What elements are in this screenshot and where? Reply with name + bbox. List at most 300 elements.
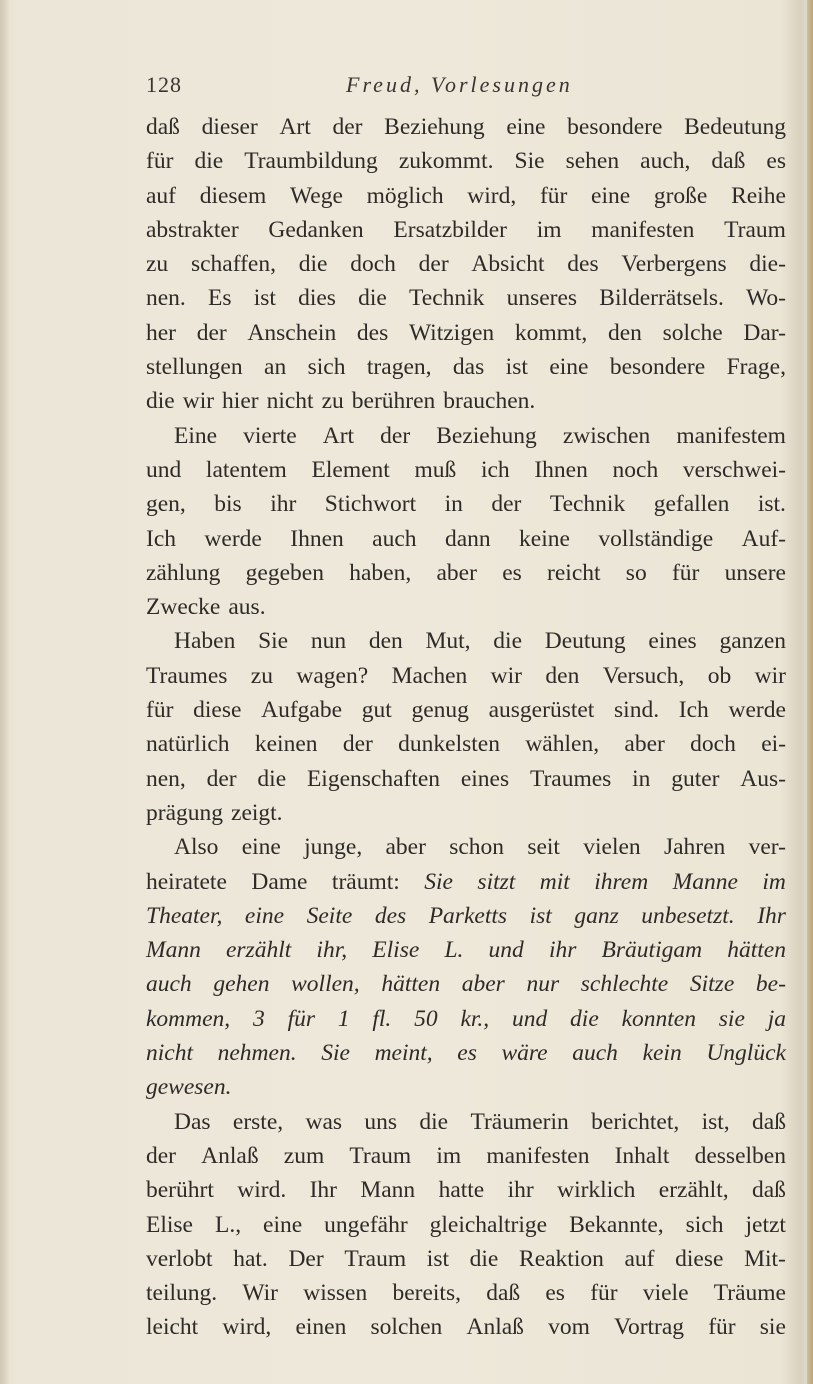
word: wissen — [303, 1280, 368, 1307]
word: Unglück — [706, 1040, 786, 1067]
word: im — [436, 1142, 462, 1169]
word: L. — [444, 937, 464, 964]
word: die- — [749, 251, 786, 278]
word: wird. — [237, 1177, 287, 1204]
word: Es — [208, 285, 232, 312]
text-line — [146, 453, 786, 487]
word: Reihe — [731, 182, 786, 209]
word: junge, — [304, 834, 363, 861]
word: was — [305, 1108, 343, 1135]
word: ob — [707, 662, 732, 689]
page-header — [146, 72, 786, 100]
word: nicht — [146, 1040, 193, 1067]
text-line — [146, 487, 786, 521]
word: diese — [193, 697, 242, 724]
word: der — [332, 114, 363, 140]
word: hier — [222, 388, 259, 415]
word: sich — [307, 354, 346, 381]
word: für — [146, 148, 174, 175]
word: Ich — [678, 697, 709, 724]
word: Frage, — [726, 354, 786, 381]
word: seit — [527, 834, 560, 861]
text-line — [146, 1173, 786, 1207]
word: ausgerüstet — [488, 697, 595, 724]
word: genug — [411, 697, 469, 724]
word: für — [287, 1005, 315, 1032]
word: Ihr — [757, 902, 786, 929]
word: gut — [361, 697, 392, 724]
word: Sitze — [689, 971, 735, 998]
word: Ich — [146, 525, 177, 552]
word: die — [358, 285, 387, 312]
word: erste, — [232, 1108, 284, 1135]
word: L., — [214, 1211, 242, 1238]
word: sie — [759, 1314, 786, 1341]
word: ist — [426, 1245, 450, 1272]
word: der — [206, 765, 237, 792]
word: nur — [526, 971, 560, 998]
word: Absicht — [471, 251, 545, 278]
word: zwischen — [562, 422, 651, 449]
text-line — [146, 419, 786, 453]
word: Manne — [672, 868, 738, 895]
word: Mut, — [425, 628, 471, 655]
word: Art — [322, 422, 355, 449]
word: Elise — [372, 937, 420, 964]
word: wagen? — [296, 662, 369, 689]
word: der — [380, 422, 411, 449]
word: manifesten — [486, 1142, 590, 1169]
word: ihr — [548, 937, 577, 964]
word: konnten — [621, 1005, 696, 1032]
word: ihr — [270, 491, 297, 518]
word: eine — [241, 834, 281, 861]
word: eine — [244, 902, 285, 929]
word: Traumbildung — [244, 148, 378, 175]
word: einen — [295, 1314, 347, 1341]
word: ganz — [574, 902, 619, 929]
word: Also — [174, 834, 219, 861]
word: daß — [751, 1177, 786, 1204]
word: hätten — [727, 937, 786, 964]
word: Wo- — [746, 285, 786, 312]
word: den — [368, 628, 403, 655]
word: berührt — [146, 1177, 214, 1204]
text-line — [146, 213, 786, 247]
word: hatte — [438, 1177, 485, 1204]
word: Traum — [724, 216, 786, 243]
word: zählung — [146, 559, 221, 586]
word: Element — [311, 456, 390, 483]
word: schaffen, — [190, 251, 276, 278]
word: noch — [612, 456, 659, 483]
word: diese — [675, 1245, 724, 1272]
word: kommen, — [146, 1005, 231, 1032]
word: prägung — [146, 799, 224, 826]
text-line — [146, 590, 786, 624]
word: Reaktion — [519, 1245, 604, 1272]
word: daß — [752, 1108, 786, 1135]
word: gefallen — [653, 491, 730, 518]
word: gewesen. — [146, 1074, 232, 1101]
word: kein — [642, 1040, 682, 1067]
word: des — [374, 902, 407, 929]
word: mit — [539, 868, 570, 895]
text-line — [146, 1139, 786, 1173]
word: Technik — [409, 285, 485, 312]
text-line — [146, 899, 786, 933]
word: die — [146, 388, 175, 415]
word: Eigenschaften — [306, 765, 441, 792]
word: Technik — [549, 491, 626, 518]
word: eine — [263, 1211, 303, 1238]
word: Ihnen — [534, 456, 588, 483]
word: verlobt — [146, 1245, 213, 1272]
word: ist — [253, 285, 276, 312]
word: Gedanken — [268, 216, 364, 243]
word: die — [469, 1245, 499, 1272]
word: heiratete — [146, 868, 227, 895]
word: so — [625, 559, 647, 586]
word: gegeben — [245, 559, 324, 586]
word: Sie — [514, 148, 545, 175]
word: Mit- — [744, 1245, 786, 1272]
word: solche — [662, 319, 723, 346]
word: erzählt, — [658, 1177, 729, 1204]
word: diesem — [199, 182, 267, 209]
word: 50 — [414, 1005, 438, 1032]
word: gleichaltrige — [429, 1211, 548, 1238]
page-number: 128 — [146, 72, 182, 97]
word: der — [342, 731, 373, 758]
word: es — [457, 1040, 477, 1067]
word: Beziehung — [436, 422, 537, 449]
word: zeigt. — [231, 799, 283, 826]
word: bis — [214, 491, 242, 518]
word: in — [444, 491, 463, 518]
word: latentem — [205, 456, 287, 483]
text-line — [146, 762, 786, 796]
text-line — [146, 1002, 786, 1036]
word: Anschein — [247, 319, 337, 346]
word: Bekannte, — [569, 1211, 664, 1238]
running-head: Freud, Vorlesungen — [346, 72, 573, 97]
text-line — [146, 1242, 786, 1276]
word: ist — [505, 354, 528, 381]
word: stellungen — [146, 354, 243, 381]
word: träumt: — [331, 868, 400, 895]
word: uns — [364, 1108, 398, 1135]
word: aber — [436, 559, 477, 586]
text-line — [146, 1105, 786, 1139]
word: leicht — [146, 1314, 199, 1341]
word: daß — [146, 114, 180, 140]
word: eines — [648, 628, 697, 655]
word: unseres — [506, 285, 578, 312]
word: werde — [728, 697, 786, 724]
word: desselben — [694, 1142, 786, 1169]
word: wir — [754, 662, 786, 689]
word: daß — [711, 148, 746, 175]
word: auf — [146, 182, 177, 209]
word: schlechte — [580, 971, 669, 998]
text-line — [146, 110, 786, 144]
word: sich — [685, 1211, 724, 1238]
word: auch — [372, 525, 417, 552]
page-left-edge — [0, 0, 10, 1384]
word: für — [708, 1314, 736, 1341]
text-line — [146, 796, 786, 830]
word: es — [502, 559, 522, 586]
word: es — [766, 148, 786, 175]
word: schon — [449, 834, 505, 861]
word: zukommt. — [398, 148, 494, 175]
word: daß — [486, 1280, 521, 1307]
word: haben, — [349, 559, 412, 586]
word: teilung. — [146, 1280, 218, 1307]
word: ihr, — [316, 937, 348, 964]
word: Träumerin — [470, 1108, 569, 1135]
word: die — [298, 251, 328, 278]
word: Jahren — [663, 834, 726, 861]
word: Eine — [174, 422, 218, 449]
text-line — [146, 384, 786, 418]
word: aber — [461, 971, 505, 998]
text-line — [146, 144, 786, 178]
word: Mann — [146, 937, 201, 964]
word: der — [196, 319, 227, 346]
word: ist — [529, 902, 552, 929]
word: Stichwort — [324, 491, 417, 518]
word: für — [539, 182, 568, 209]
word: Träume — [713, 1280, 786, 1307]
word: Parketts — [428, 902, 508, 929]
word: wird, — [222, 1314, 272, 1341]
word: ihr — [507, 1177, 534, 1204]
word: an — [264, 354, 287, 381]
word: kommt, — [514, 319, 588, 346]
word: keinen — [254, 731, 318, 758]
word: aber — [385, 834, 426, 861]
word: Auf- — [741, 525, 786, 552]
word: 1 — [337, 1005, 350, 1032]
word: des — [567, 251, 599, 278]
word: die — [419, 1108, 449, 1135]
word: gen, — [146, 491, 186, 518]
word: wirklich — [557, 1177, 636, 1204]
word: Traum — [349, 1142, 412, 1169]
word: wäre — [501, 1040, 548, 1067]
word: für — [146, 697, 174, 724]
text-line — [146, 693, 786, 727]
text-line — [146, 865, 786, 899]
word: manifesten — [591, 216, 695, 243]
word: natürlich — [146, 731, 230, 758]
word: Haben — [174, 628, 236, 655]
word: Aus- — [740, 765, 786, 792]
word: vierte — [243, 422, 297, 449]
word: fl. — [372, 1005, 392, 1032]
text-line — [146, 830, 786, 864]
word: doch — [690, 731, 736, 758]
word: Bedeutung — [684, 114, 786, 140]
word: die — [570, 1005, 599, 1032]
word: es — [545, 1280, 565, 1307]
word: Das — [174, 1108, 211, 1135]
word: aber — [624, 731, 665, 758]
word: reicht — [547, 559, 601, 586]
word: dieser — [201, 114, 258, 140]
word: unbesetzt. — [641, 902, 735, 929]
word: den — [545, 662, 580, 689]
word: eines — [460, 765, 510, 792]
word: Wir — [242, 1280, 278, 1307]
word: sind. — [614, 697, 660, 724]
word: Sie — [321, 1040, 350, 1067]
word: Art — [279, 114, 311, 140]
word: möglich — [366, 182, 444, 209]
word: in — [632, 765, 651, 792]
word: Sie — [424, 868, 453, 895]
word: sehen — [565, 148, 620, 175]
word: wird, — [467, 182, 517, 209]
word: hätten — [381, 971, 441, 998]
word: für — [590, 1280, 618, 1307]
word: im — [536, 216, 562, 243]
word: Anlaß — [201, 1142, 259, 1169]
word: tragen, — [366, 354, 432, 381]
word: Inhalt — [614, 1142, 670, 1169]
word: zu — [250, 662, 273, 689]
text-line — [146, 1310, 786, 1344]
word: her — [146, 319, 177, 346]
word: nehmen. — [217, 1040, 297, 1067]
word: ist. — [757, 491, 786, 518]
word: Ersatzbilder — [393, 216, 507, 243]
word: berühren — [351, 388, 436, 415]
word: werde — [204, 525, 262, 552]
text-line — [146, 967, 786, 1001]
word: sitzt — [477, 868, 516, 895]
word: Versuch, — [602, 662, 685, 689]
word: ver- — [748, 834, 786, 861]
text-line — [146, 316, 786, 350]
word: nun — [310, 628, 347, 655]
word: 3 — [253, 1005, 265, 1032]
word: ist, — [701, 1108, 730, 1135]
word: sie — [718, 1005, 745, 1032]
word: und — [488, 937, 524, 964]
word: Traumes — [146, 662, 228, 689]
word: besondere — [567, 114, 663, 140]
word: dann — [444, 525, 491, 552]
word: des — [356, 319, 389, 346]
word: zum — [283, 1142, 325, 1169]
word: brauchen. — [443, 388, 536, 415]
word: vielen — [583, 834, 641, 861]
word: die — [257, 765, 287, 792]
word: Verbergens — [621, 251, 727, 278]
word: und — [511, 1005, 548, 1032]
text-line — [146, 1036, 786, 1070]
word: nen, — [146, 765, 186, 792]
word: ungefähr — [324, 1211, 408, 1238]
word: jetzt — [745, 1211, 786, 1238]
word: hat. — [233, 1245, 268, 1272]
word: unsere — [724, 559, 786, 586]
word: bereits, — [392, 1280, 461, 1307]
word: nicht — [266, 388, 314, 415]
text-line — [146, 659, 786, 693]
word: solchen — [370, 1314, 443, 1341]
word: vollständige — [598, 525, 714, 552]
word: Dame — [251, 868, 308, 895]
word: im — [762, 868, 786, 895]
word: eine — [549, 354, 589, 381]
word: Elise — [146, 1211, 193, 1238]
word: ja — [767, 1005, 786, 1032]
word: Aufgabe — [261, 697, 343, 724]
word: den — [608, 319, 642, 346]
word: manifestem — [676, 422, 786, 449]
word: Der — [288, 1245, 324, 1272]
word: der — [146, 1142, 177, 1169]
word: meint, — [374, 1040, 433, 1067]
word: berichtet, — [591, 1108, 680, 1135]
word: zu — [146, 251, 169, 278]
text-line — [146, 1276, 786, 1310]
word: ganzen — [719, 628, 786, 655]
word: auch — [572, 1040, 618, 1067]
word: wählen, — [525, 731, 600, 758]
word: zu — [321, 388, 344, 415]
word: viele — [642, 1280, 689, 1307]
word: aus. — [228, 594, 266, 621]
word: Zwecke — [146, 594, 221, 621]
word: Machen — [391, 662, 468, 689]
word: die — [194, 148, 224, 175]
word: vom — [548, 1314, 590, 1341]
word: dunkelsten — [398, 731, 500, 758]
word: Beziehung — [384, 114, 485, 140]
word: Anlaß — [466, 1314, 524, 1341]
word: Ihr — [309, 1177, 337, 1204]
word: Bilderrätsels. — [599, 285, 724, 312]
word: ei- — [761, 731, 786, 758]
word: guter — [671, 765, 720, 792]
word: der — [418, 251, 449, 278]
word: gehen — [213, 971, 270, 998]
word: dies — [298, 285, 336, 312]
word: ihrem — [594, 868, 649, 895]
word: erzählt — [225, 937, 292, 964]
word: wir — [490, 662, 522, 689]
word: Witzigen — [408, 319, 495, 346]
word: Dar- — [743, 319, 786, 346]
word: Traumes — [529, 765, 612, 792]
page-right-edge — [807, 0, 813, 1384]
text-line — [146, 1208, 786, 1242]
word: wollen, — [291, 971, 360, 998]
word: die — [493, 628, 523, 655]
word: wir — [182, 388, 215, 415]
text-line — [146, 1070, 786, 1104]
text-line — [146, 179, 786, 213]
word: nen. — [146, 285, 186, 312]
body-text — [146, 110, 786, 1345]
text-line — [146, 556, 786, 590]
word: auch — [146, 971, 192, 998]
